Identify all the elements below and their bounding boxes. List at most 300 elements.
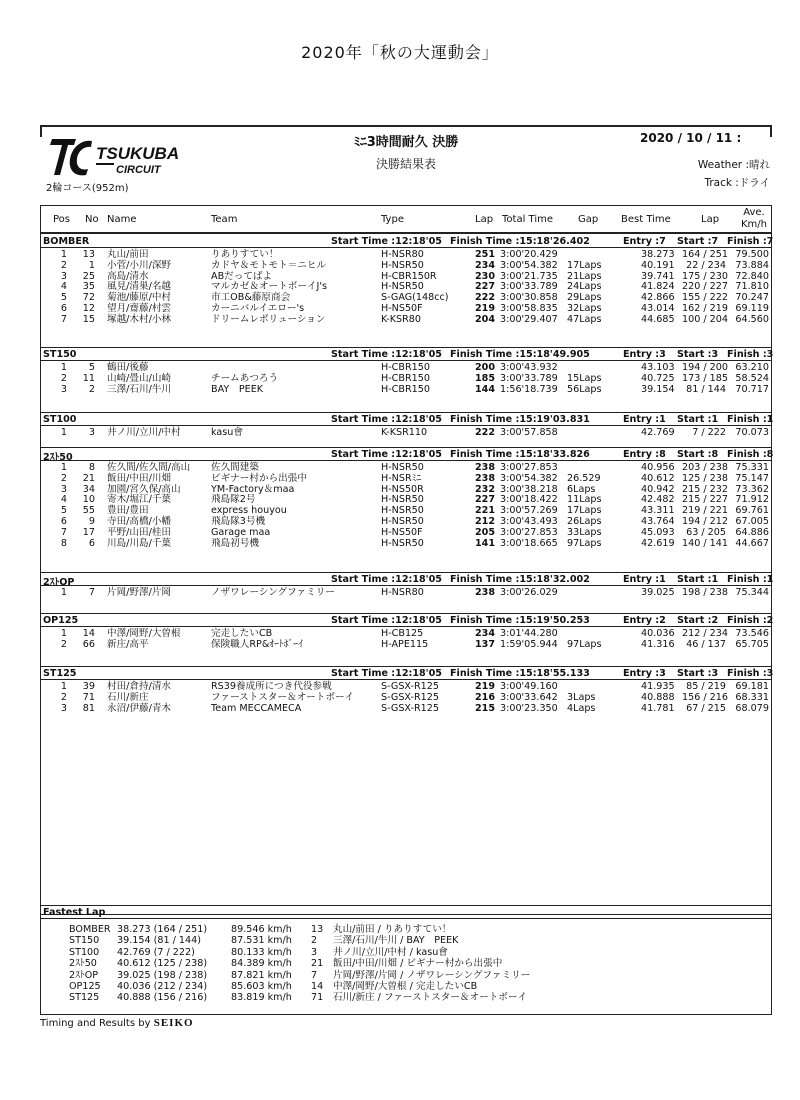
cell-ave-speed: 73.884 — [735, 259, 769, 271]
cell-type: K-KSR110 — [381, 427, 428, 438]
cell-best-lap: 46 / 137 — [686, 638, 726, 650]
cell-gap: 11Laps — [567, 494, 602, 506]
finish-time: Finish Time :15:19'03.831 — [450, 414, 590, 425]
cell-type: H-NSR50 — [381, 537, 424, 549]
cell-best-time: 42.619 — [641, 537, 675, 549]
fl-rider: 片岡/野澤/片岡 / ノザワレーシングファミリー — [333, 969, 531, 981]
fl-number: 14 — [311, 981, 324, 992]
cell-best-lap: 164 / 251 — [682, 249, 728, 260]
cell-best-time: 42.482 — [641, 494, 675, 506]
fl-time: 38.273 (164 / 251) — [117, 924, 208, 935]
cell-team: 市工OB&藤原商会 — [211, 292, 291, 304]
cell-total-time: 3:00'57.269 — [500, 505, 558, 517]
logo-subtext: CIRCUIT — [116, 164, 161, 176]
cell-team: マルカゼ＆オートボーイJ's — [211, 281, 327, 293]
cell-pos: 1 — [60, 462, 67, 473]
result-row — [41, 704, 771, 715]
finish-count: Finish :8 — [727, 449, 774, 460]
cell-pos: 8 — [60, 537, 67, 549]
cell-no: 2 — [88, 383, 95, 395]
cell-total-time: 3:00'29.407 — [500, 313, 558, 325]
cell-type: H-NSR50 — [381, 462, 424, 473]
cell-no: 6 — [88, 537, 95, 549]
cell-lap: 215 — [474, 702, 495, 714]
cell-team: チームあつろう — [211, 372, 279, 384]
cell-total-time: 3:00'23.350 — [500, 702, 558, 714]
cell-best-lap: 156 / 216 — [682, 691, 728, 703]
entry-count: Entry :3 — [623, 668, 666, 679]
cell-best-time: 40.036 — [641, 628, 675, 639]
cell-best-time: 40.942 — [641, 483, 675, 495]
cell-gap: 26Laps — [567, 515, 602, 527]
cell-no: 11 — [82, 372, 95, 384]
fl-time: 39.154 (81 / 144) — [117, 935, 201, 947]
cell-ave-speed: 58.524 — [735, 372, 769, 384]
cell-best-time: 40.612 — [641, 472, 675, 484]
cell-total-time: 1:56'18.739 — [500, 383, 558, 395]
finish-time: Finish Time :15:18'26.402 — [450, 236, 590, 247]
cell-gap: 17Laps — [567, 259, 602, 271]
cell-lap: 221 — [474, 505, 495, 517]
cell-no: 10 — [82, 494, 95, 506]
start-time: Start Time :12:18'05 — [331, 574, 442, 585]
cell-no: 81 — [82, 702, 95, 714]
cell-no: 8 — [88, 462, 95, 473]
cell-name: 井ノ川/立川/中村 — [107, 427, 181, 438]
cell-best-time: 39.154 — [641, 383, 675, 395]
cell-team: RS39養成所につき代役参戦 — [211, 681, 332, 692]
fl-class: 2ｽﾄOP — [69, 969, 99, 981]
cell-pos: 4 — [60, 494, 67, 506]
fl-speed: 83.819 km/h — [231, 992, 292, 1004]
cell-lap: 232 — [474, 483, 495, 495]
cell-no: 25 — [82, 270, 95, 282]
class-section — [41, 448, 774, 549]
cell-name: 豊田/豊田 — [107, 505, 149, 517]
cell-best-lap: 7 / 222 — [692, 427, 726, 438]
fl-speed: 87.531 km/h — [231, 935, 292, 947]
cell-gap: 32Laps — [567, 302, 602, 314]
fl-time: 40.888 (156 / 216) — [117, 992, 208, 1004]
cell-name: 寺田/高橋/小幡 — [107, 515, 172, 527]
start-count: Start :3 — [677, 668, 719, 679]
cell-best-time: 43.311 — [641, 505, 675, 517]
cell-pos: 1 — [60, 249, 67, 260]
fl-speed: 84.389 km/h — [231, 958, 292, 970]
cell-gap: 6Laps — [567, 483, 596, 495]
cell-ave-speed: 70.247 — [735, 292, 769, 304]
result-row — [41, 261, 771, 272]
fl-class: ST100 — [69, 946, 100, 958]
finish-count: Finish :2 — [727, 615, 774, 626]
finish-time: Finish Time :15:18'49.905 — [450, 349, 590, 360]
cell-best-time: 41.935 — [641, 681, 675, 692]
cell-pos: 1 — [60, 362, 67, 373]
cell-total-time: 3:01'44.280 — [500, 628, 558, 639]
cell-best-time: 41.316 — [641, 638, 675, 650]
cell-no: 66 — [82, 638, 95, 650]
fl-rider: 丸山/前田 / りありすてい！ — [333, 924, 452, 935]
cell-best-lap: 155 / 222 — [682, 292, 728, 304]
fastest-lap-row — [41, 992, 771, 1003]
cell-team: カーニバルイエロー's — [211, 302, 305, 314]
start-count: Start :1 — [677, 414, 719, 425]
fl-class: OP125 — [69, 981, 101, 992]
start-count: Start :1 — [677, 574, 719, 585]
cell-best-time: 43.764 — [641, 515, 675, 527]
cell-name: 飯田/中田/川畑 — [107, 472, 172, 484]
cell-total-time: 3:00'58.835 — [500, 302, 558, 314]
section-header — [41, 667, 774, 680]
class-section — [41, 573, 774, 599]
cell-total-time: 3:00'33.789 — [500, 281, 558, 293]
fl-rider: 中澤/岡野/大曽根 / 完走したいCB — [333, 981, 478, 992]
fl-speed: 80.133 km/h — [231, 946, 292, 958]
cell-best-time: 45.093 — [641, 526, 675, 538]
result-row — [41, 374, 771, 385]
cell-team: 飛島隊2号 — [211, 494, 256, 506]
cell-gap: 3Laps — [567, 691, 596, 703]
cell-best-lap: 125 / 238 — [682, 472, 728, 484]
cell-type: H-CBR150R — [381, 270, 437, 282]
cell-lap: 137 — [474, 638, 495, 650]
fastest-lap-row — [41, 924, 771, 935]
cell-no: 17 — [82, 526, 95, 538]
fastest-lap-table — [40, 905, 772, 1015]
col-type: Type — [381, 214, 404, 225]
cell-ave-speed: 73.362 — [735, 483, 769, 495]
cell-pos: 7 — [60, 526, 67, 538]
cell-lap: 227 — [474, 494, 495, 506]
cell-best-time: 41.824 — [641, 281, 675, 293]
cell-pos: 2 — [60, 472, 67, 484]
cell-no: 5 — [88, 362, 95, 373]
result-row — [41, 539, 771, 550]
cell-pos: 2 — [60, 638, 67, 650]
cell-ave-speed: 68.079 — [735, 702, 769, 714]
cell-lap: 219 — [474, 302, 495, 314]
finish-count: Finish :1 — [727, 574, 774, 585]
cell-type: H-CBR150 — [381, 372, 430, 384]
finish-time: Finish Time :15:18'33.826 — [450, 449, 590, 460]
class-name: ST150 — [43, 349, 77, 360]
cell-total-time: 3:00'18.422 — [500, 494, 558, 506]
cell-pos: 2 — [60, 259, 67, 271]
fl-number: 2 — [311, 935, 318, 947]
cell-pos: 7 — [60, 313, 67, 325]
fl-class: 2ｽﾄ50 — [69, 958, 97, 970]
start-count: Start :3 — [677, 349, 719, 360]
cell-ave-speed: 63.210 — [735, 362, 769, 373]
col-total-time: Total Time — [502, 214, 554, 225]
cell-pos: 2 — [60, 372, 67, 384]
cell-gap: 29Laps — [567, 292, 602, 304]
cell-lap: 234 — [474, 259, 495, 271]
cell-lap: 251 — [474, 249, 495, 260]
cell-pos: 3 — [60, 383, 67, 395]
cell-best-lap: 162 / 219 — [682, 302, 728, 314]
cell-pos: 6 — [60, 515, 67, 527]
cell-gap: 15Laps — [567, 372, 602, 384]
cell-type: H-NSR50 — [381, 281, 424, 293]
cell-name: 三澤/石川/牛川 — [107, 383, 172, 395]
fl-speed: 85.603 km/h — [231, 981, 292, 992]
cell-name: 寄木/堀江/千葉 — [107, 494, 172, 506]
cell-total-time: 3:00'27.853 — [500, 526, 558, 538]
cell-name: 加園/宮久保/高山 — [107, 483, 181, 495]
cell-ave-speed: 68.331 — [735, 691, 769, 703]
class-name: ST100 — [43, 414, 77, 425]
cell-type: H-CBR150 — [381, 362, 430, 373]
col-best-lap: Lap — [701, 214, 720, 225]
event-date: 2020 / 10 / 11 : — [640, 131, 742, 145]
result-row — [41, 315, 771, 326]
cell-type: H-NSRﾐﾆ — [381, 472, 422, 484]
cell-total-time: 3:00'43.493 — [500, 515, 558, 527]
page-title: 2020年「秋の大運動会」 — [301, 43, 499, 62]
fl-number: 7 — [311, 969, 318, 981]
cell-type: H-NS50F — [381, 526, 423, 538]
cell-team: 佐久間建築 — [211, 462, 259, 473]
cell-ave-speed: 69.119 — [735, 302, 769, 314]
course-label: 2輪コース(952m) — [46, 183, 129, 194]
cell-best-time: 40.191 — [641, 259, 675, 271]
cell-pos: 5 — [60, 292, 67, 304]
finish-count: Finish :3 — [727, 668, 774, 679]
cell-best-lap: 22 / 234 — [686, 259, 726, 271]
cell-no: 13 — [82, 249, 95, 260]
cell-ave-speed: 73.546 — [735, 628, 769, 639]
cell-pos: 4 — [60, 281, 67, 293]
cell-name: 平野/山田/桂田 — [107, 526, 172, 538]
cell-no: 72 — [82, 292, 95, 304]
cell-team: ファーストスター＆オートボーイ — [211, 691, 355, 703]
fl-number: 71 — [311, 992, 324, 1004]
cell-pos: 1 — [60, 681, 67, 692]
fl-rider: 三澤/石川/牛川 / BAY PEEK — [333, 935, 459, 947]
cell-ave-speed: 79.500 — [735, 249, 769, 260]
cell-name: 望月/齋藤/村雲 — [107, 302, 172, 314]
cell-team: kasu會 — [211, 427, 243, 438]
col-best-time: Best Time — [621, 214, 671, 225]
result-row — [41, 474, 771, 485]
cell-name: 新庄/高平 — [107, 638, 149, 650]
section-header — [41, 413, 774, 426]
cell-type: H-CB125 — [381, 628, 424, 639]
cell-ave-speed: 75.344 — [735, 587, 769, 598]
cell-ave-speed: 75.331 — [735, 462, 769, 473]
cell-no: 14 — [82, 628, 95, 639]
cell-pos: 1 — [60, 587, 67, 598]
cell-type: H-NSR50 — [381, 494, 424, 506]
cell-team: Team MECCAMECA — [211, 702, 302, 714]
section-header — [41, 573, 774, 588]
cell-total-time: 1:59'05.944 — [500, 638, 558, 650]
cell-total-time: 3:00'38.218 — [500, 483, 558, 495]
cell-type: S-GSX-R125 — [381, 702, 439, 714]
cell-name: 高島/清水 — [107, 270, 149, 282]
cell-type: H-NSR80 — [381, 249, 424, 260]
cell-no: 71 — [82, 691, 95, 703]
cell-ave-speed: 71.810 — [735, 281, 769, 293]
cell-no: 21 — [82, 472, 95, 484]
cell-name: 塚越/木村/小林 — [107, 313, 172, 325]
cell-type: H-NSR50 — [381, 505, 424, 517]
cell-lap: 200 — [474, 362, 495, 373]
cell-no: 3 — [88, 427, 95, 438]
cell-gap: 47Laps — [567, 313, 602, 325]
cell-type: H-NS50F — [381, 302, 423, 314]
cell-team: ノザワレーシングファミリー — [211, 587, 335, 598]
cell-total-time: 3:00'18.665 — [500, 537, 558, 549]
cell-lap: 222 — [474, 427, 495, 438]
fl-time: 40.612 (125 / 238) — [117, 958, 208, 970]
cell-lap: 234 — [474, 628, 495, 639]
cell-gap: 97Laps — [567, 638, 602, 650]
class-name: OP125 — [43, 615, 79, 626]
entry-count: Entry :7 — [623, 236, 666, 247]
cell-best-time: 38.273 — [641, 249, 675, 260]
cell-no: 12 — [82, 302, 95, 314]
cell-gap: 17Laps — [567, 505, 602, 517]
section-header — [41, 348, 774, 361]
cell-ave-speed: 65.705 — [735, 638, 769, 650]
section-header — [41, 614, 774, 627]
finish-time: Finish Time :15:18'32.002 — [450, 574, 590, 585]
cell-name: 石川/新庄 — [107, 691, 149, 703]
cell-total-time: 3:00'49.160 — [500, 681, 558, 692]
cell-no: 7 — [88, 587, 95, 598]
cell-ave-speed: 69.761 — [735, 505, 769, 517]
entry-count: Entry :2 — [623, 615, 666, 626]
fl-rider: 飯田/中田/川畑 / ビギナー村から出張中 — [333, 958, 503, 970]
cell-team: ABだってばよ — [211, 270, 273, 282]
finish-time: Finish Time :15:18'55.133 — [450, 668, 590, 679]
cell-best-lap: 215 / 232 — [682, 483, 728, 495]
cell-type: H-APE115 — [381, 638, 429, 650]
fl-number: 3 — [311, 946, 318, 958]
cell-team: 飛島隊3号機 — [211, 515, 266, 527]
cell-gap: 56Laps — [567, 383, 602, 395]
weather-label: Weather :晴れ — [697, 159, 770, 171]
col-pos: Pos — [53, 214, 71, 225]
section-header — [41, 235, 774, 248]
cell-lap: 222 — [474, 292, 495, 304]
cell-gap: 4Laps — [567, 702, 596, 714]
class-name: BOMBER — [43, 236, 90, 247]
cell-lap: 141 — [474, 537, 495, 549]
cell-type: S-GAG(148cc) — [381, 292, 449, 304]
cell-pos: 6 — [60, 302, 67, 314]
cell-lap: 230 — [474, 270, 495, 282]
cell-type: H-NSR50 — [381, 515, 424, 527]
cell-best-lap: 67 / 215 — [686, 702, 726, 714]
cell-team: 保険職人RP&ｵｰﾄﾎﾞｰｲ — [211, 638, 303, 650]
cell-best-lap: 81 / 144 — [686, 383, 726, 395]
timing-footer — [40, 1017, 194, 1029]
cell-best-time: 42.769 — [641, 427, 675, 438]
cell-best-lap: 140 / 141 — [682, 537, 728, 549]
class-section — [41, 348, 774, 395]
col-ave-top: Ave. — [743, 207, 765, 218]
class-name: 2ｽﾄOP — [43, 577, 75, 588]
cell-lap: 204 — [474, 313, 495, 325]
cell-total-time: 3:00'27.853 — [500, 462, 558, 473]
cell-name: 小菅/小川/深野 — [107, 259, 172, 271]
cell-team: ビギナー村から出張中 — [211, 472, 307, 484]
seiko-logo: SEIKO — [153, 1017, 194, 1029]
fastest-lap-row — [41, 970, 771, 981]
cell-best-time: 40.725 — [641, 372, 675, 384]
cell-pos: 1 — [60, 628, 67, 639]
cell-best-lap: 194 / 212 — [682, 515, 728, 527]
fastest-lap-row — [41, 981, 771, 992]
fl-rider: 井ノ川/立川/中村 / kasu會 — [333, 946, 448, 958]
fl-class: BOMBER — [69, 924, 111, 935]
cell-gap: 33Laps — [567, 526, 602, 538]
section-header — [41, 448, 774, 463]
fl-time: 39.025 (198 / 238) — [117, 969, 208, 981]
cell-total-time: 3:00'30.858 — [500, 292, 558, 304]
cell-team: BAY PEEK — [211, 383, 264, 395]
cell-best-lap: 175 / 230 — [682, 270, 728, 282]
start-time: Start Time :12:18'05 — [331, 668, 442, 679]
cell-lap: 219 — [474, 681, 495, 692]
cell-total-time: 3:00'33.642 — [500, 691, 558, 703]
fl-speed: 87.821 km/h — [231, 969, 292, 981]
footer-text: Timing and Results by — [40, 1018, 151, 1029]
cell-no: 34 — [82, 483, 95, 495]
finish-time: Finish Time :15:19'50.253 — [450, 615, 590, 626]
cell-best-time: 43.103 — [641, 362, 675, 373]
class-name: 2ｽﾄ50 — [43, 452, 73, 463]
cell-team: express houyou — [211, 505, 287, 517]
col-ave-unit: Km/h — [740, 219, 767, 230]
class-name: ST125 — [43, 668, 77, 679]
cell-best-lap: 198 / 238 — [682, 587, 728, 598]
cell-best-time: 39.025 — [641, 587, 675, 598]
cell-ave-speed: 69.181 — [735, 681, 769, 692]
cell-name: 村田/倉持/清水 — [107, 681, 172, 692]
cell-no: 1 — [88, 259, 95, 271]
cell-best-time: 42.866 — [641, 292, 675, 304]
cell-best-lap: 194 / 200 — [682, 362, 728, 373]
cell-lap: 227 — [474, 281, 495, 293]
fl-rider: 石川/新庄 / ファーストスター＆オートボーイ — [333, 992, 528, 1004]
cell-best-lap: 85 / 219 — [686, 681, 726, 692]
entry-count: Entry :3 — [623, 349, 666, 360]
cell-no: 55 — [82, 505, 95, 517]
cell-type: S-GSX-R125 — [381, 681, 439, 692]
cell-ave-speed: 70.717 — [735, 383, 769, 395]
cell-gap: 26.529 — [567, 472, 601, 484]
cell-no: 9 — [88, 515, 95, 527]
fl-class: ST125 — [69, 992, 100, 1004]
start-count: Start :8 — [677, 449, 719, 460]
cell-ave-speed: 44.667 — [735, 537, 769, 549]
cell-team: 飛島初号機 — [211, 537, 259, 549]
class-section — [41, 413, 774, 439]
cell-best-time: 43.014 — [641, 302, 675, 314]
cell-name: 佐久間/佐久間/高山 — [107, 462, 191, 473]
cell-lap: 144 — [474, 383, 495, 395]
track-label: Track :ドライ — [704, 177, 770, 189]
cell-pos: 3 — [60, 702, 67, 714]
cell-lap: 216 — [474, 691, 495, 703]
fl-time: 40.036 (212 / 234) — [117, 981, 208, 992]
fl-class: ST150 — [69, 935, 100, 947]
column-header-row — [41, 206, 771, 234]
